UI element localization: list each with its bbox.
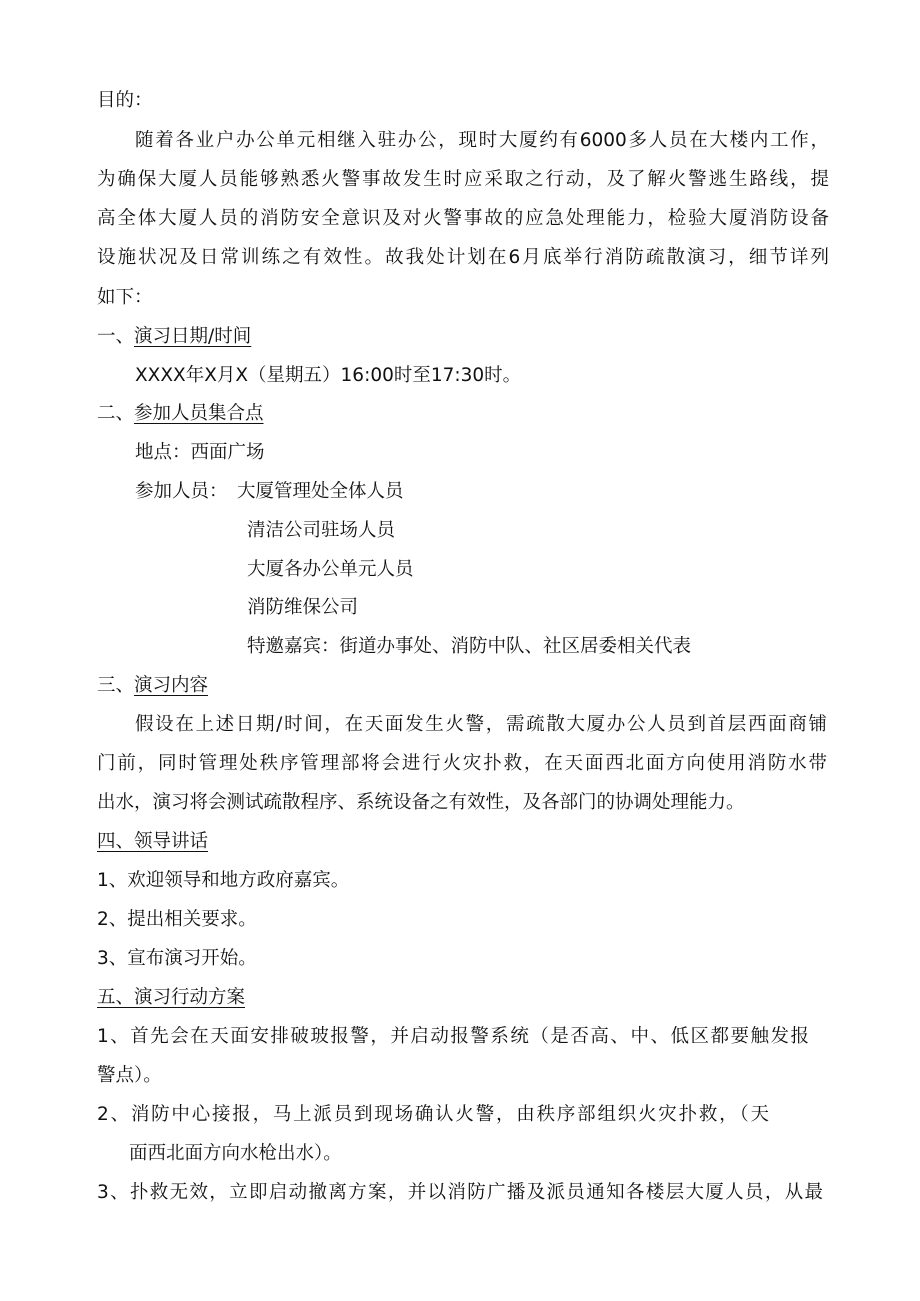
participants-label: 参加人员： <box>135 481 228 502</box>
speech-item: 1、欢迎领导和地方政府嘉宾。 <box>97 870 350 891</box>
section-number: 一、 <box>97 326 135 347</box>
participant-item: 大厦各办公单元人员 <box>247 559 414 580</box>
section-1-heading <box>97 324 251 350</box>
drill-content-line: 门前，同时管理处秩序管理部将会进行火灾扑救，在天面西北面方向使用消防水带 <box>97 753 827 774</box>
drill-datetime: XXXX年X月X（星期五）16:00时至17:30时。 <box>135 365 522 386</box>
purpose-label: 目的： <box>97 90 153 111</box>
section-3-heading <box>97 673 208 699</box>
section-number: 三、 <box>97 675 135 696</box>
section-5-heading: 五、演习行动方案 <box>97 987 246 1008</box>
action-plan-line: 警点）。 <box>97 1065 162 1086</box>
speech-item: 3、宣布演习开始。 <box>97 948 257 969</box>
section-4-heading: 四、领导讲话 <box>97 831 209 852</box>
participant-item: 大厦管理处全体人员 <box>237 481 404 502</box>
drill-content-line: 出水，演习将会测试疏散程序、系统设备之有效性，及各部门的协调处理能力。 <box>97 792 745 813</box>
participant-item: 消防维保公司 <box>247 597 359 618</box>
purpose-paragraph-line: 高全体大厦人员的消防安全意识及对火警事故的应急处理能力，检验大厦消防设备 <box>97 208 829 229</box>
drill-content-line: 假设在上述日期/时间，在天面发生火警，需疏散大厦办公人员到首层西面商铺 <box>135 714 827 735</box>
section-title: 参加人员集合点 <box>134 403 264 424</box>
action-plan-line: 面西北面方向水枪出水）。 <box>129 1143 342 1164</box>
section-title: 演习内容 <box>134 675 209 696</box>
purpose-paragraph-line: 如下： <box>97 287 153 308</box>
section-2-heading <box>97 401 264 427</box>
section-title: 演习日期/时间 <box>134 326 252 347</box>
action-plan-line: 3、扑救无效，立即启动撤离方案，并以消防广播及派员通知各楼层大厦人员，从最 <box>97 1182 823 1203</box>
purpose-paragraph-line: 随着各业户办公单元相继入驻办公，现时大厦约有6000多人员在大楼内工作， <box>135 130 829 151</box>
purpose-paragraph-line: 设施状况及日常训练之有效性。故我处计划在6月底举行消防疏散演习，细节详列 <box>97 247 829 268</box>
section-number: 二、 <box>97 403 135 424</box>
purpose-paragraph-line: 为确保大厦人员能够熟悉火警事故发生时应采取之行动，及了解火警逃生路线，提 <box>97 169 829 190</box>
action-plan-line: 1、首先会在天面安排破玻报警，并启动报警系统（是否高、中、低区都要触发报 <box>97 1026 809 1047</box>
speech-item: 2、提出相关要求。 <box>97 909 257 930</box>
participant-item: 清洁公司驻场人员 <box>247 520 396 541</box>
participant-item: 特邀嘉宾：街道办事处、消防中队、社区居委相关代表 <box>247 636 692 657</box>
action-plan-line: 2、消防中心接报，马上派员到现场确认火警，由秩序部组织火灾扑救，（天 <box>97 1104 769 1125</box>
assembly-location: 地点：西面广场 <box>135 442 265 463</box>
